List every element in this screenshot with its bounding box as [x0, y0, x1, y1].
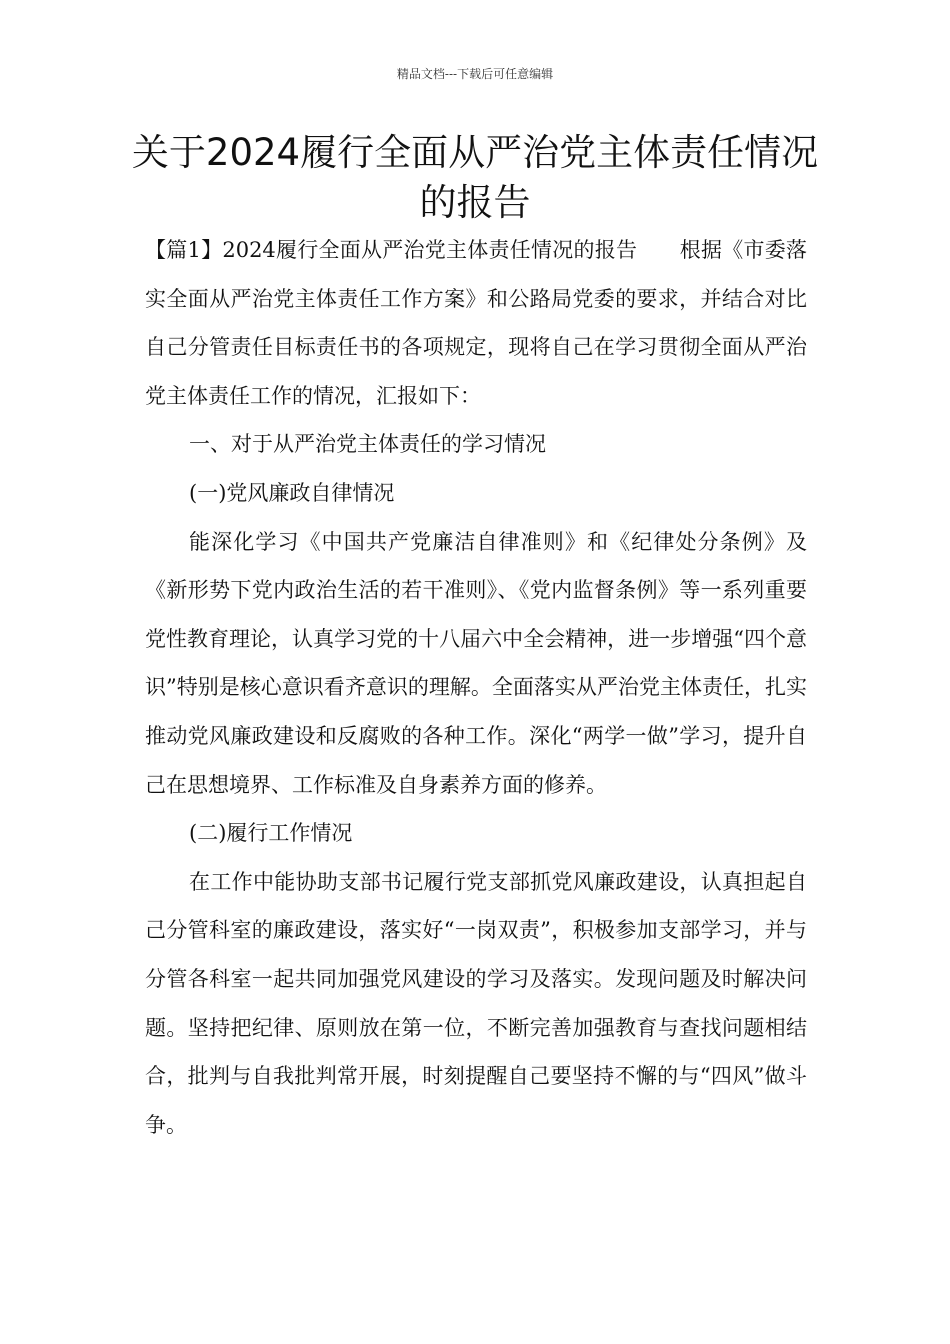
- subsection-heading-1: (一)党风廉政自律情况: [189, 480, 395, 505]
- subsection-heading-2: (二)履行工作情况: [189, 821, 353, 846]
- paragraph-work: 在工作中能协助支部书记履行党支部抓党风廉政建设，认真担起自己分管科室的廉政建设，落实好“一岗双责”，积极参加支部学习，并与分管各科室一起共同加强党风建设的学习及落实。发现问题及时解决问题。坚持把纪律、原则放在第一位，不断完善加强教育与查找问题相结合，批判与自我批判常开展，时刻提醒自己要坚持不懈的与“四风”做斗争。: [145, 869, 807, 1137]
- document-body: [145, 226, 807, 1149]
- document-title: 关于2024履行全面从严治党主体责任情况的报告: [131, 131, 819, 224]
- paragraph-intro: 【篇1】2024履行全面从严治党主体责任情况的报告 根据《市委落实全面从严治党主体责任工作方案》和公路局党委的要求，并结合对比自己分管责任目标责任书的各项规定，现将自己在学习贯彻全面从严治党主体责任工作的情况，汇报如下：: [145, 238, 807, 408]
- section-heading-1: 一、对于从严治党主体责任的学习情况: [189, 432, 546, 457]
- page-header: 精品文档---下载后可任意编辑: [396, 67, 554, 81]
- paragraph-discipline: 能深化学习《中国共产党廉洁自律准则》和《纪律处分条例》及《新形势下党内政治生活的若干准则》、《党内监督条例》等一系列重要党性教育理论，认真学习党的十八届六中全会精神，进一步增强“四个意识”特别是核心意识看齐意识的理解。全面落实从严治党主体责任，扎实推动党风廉政建设和反腐败的各种工作。深化“两学一做”学习，提升自己在思想境界、工作标准及自身素养方面的修养。: [145, 529, 807, 797]
